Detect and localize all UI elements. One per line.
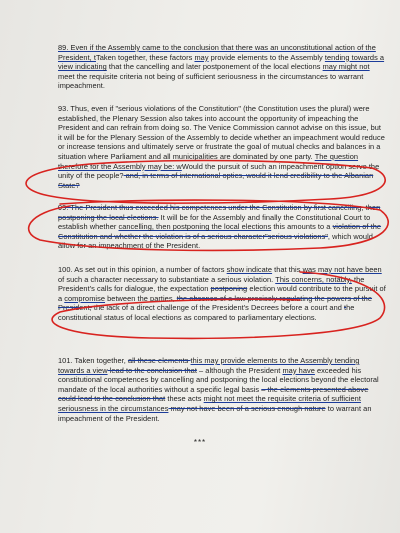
body-text: to warrant an impeachment of the President.: [58, 403, 372, 423]
body-text: these acts: [165, 394, 204, 404]
body-text: between the parties,: [105, 293, 177, 303]
inserted-text: might not meet the requisite criteria of sufficient seriousness in the circumstances: [58, 394, 361, 413]
inserted-text: 89.: [58, 43, 71, 52]
body-text: – although the President: [196, 365, 283, 375]
inserted-text: compromise: [64, 293, 106, 303]
body-text: 101. Taken together,: [58, 356, 128, 365]
body-text: 100. As set out in this opinion, a number of factors: [58, 265, 227, 274]
deleted-text: all these elements: [127, 356, 191, 365]
body-text: meet the requisite criteria not being of sufficient seriousness in the circumstances to warrant impeachment.: [58, 71, 364, 91]
paragraph-text: [58, 104, 386, 190]
body-text: 93. Thus, even if "serious violations of the Constitution" (the Constitution uses the plural) were established, the Plenary Session also takes into account the opportunity of impeaching the President and can refrain from doing so. The Venice Commission cannot advise on this issue, but it will be for the Plenary Session of the Assembly to decide whether an impeachment would reduce or increase tensions and ultimately serve or frustrate the goal of mutual checks and balances in a situation where Parliament and all municipalities are dominated by one party.: [58, 104, 385, 161]
deleted-text: may not have been of a serious enough nature: [168, 403, 326, 413]
paragraph-93: [58, 104, 386, 190]
body-text: the President's calls for dialogue, the expectation: [58, 274, 365, 294]
deleted-text: lead to the conclusion that: [107, 365, 197, 375]
end-marker: ***: [193, 438, 207, 447]
paragraph-99: [58, 203, 386, 251]
paragraph-text: [58, 203, 386, 251]
deleted-text: 99. The President thus exceeded his competences under the Constitution by first cancelling, then postponing the local elections.: [58, 203, 381, 222]
deleted-text: t: [344, 303, 347, 313]
inserted-text: may: [194, 52, 209, 62]
body-text: of such a character necessary to substantiate a serious violation.: [58, 274, 276, 284]
inserted-text: was may not have been: [302, 265, 382, 274]
paragraph-text: [58, 43, 386, 91]
deleted-text: violation of the Constitution and whether the violation is of a serious character"serious violations": [58, 222, 382, 241]
paragraph-89: [58, 43, 386, 91]
body-text: Would the pursuit of such an impeachment option serve the unity of the people?: [58, 161, 380, 181]
inserted-text: Even if the Assembly came to the conclusion that there was an unconstitutional action of the President, t: [58, 43, 376, 62]
body-text: this amounts to a: [271, 222, 333, 232]
body-text: the lack of a direct challenge of the President's Decrees before a court and: [91, 303, 344, 313]
deleted-text: the absence of a law precisely regulating the powers of the President,: [58, 293, 373, 313]
body-text: It will be for the Assembly and finally the Constitutional Court to establish whether: [58, 212, 371, 232]
inserted-text: this may provide elements to the Assembly tending towards a view: [58, 356, 360, 375]
inserted-text: cancelling, then postponing the local elections: [118, 222, 272, 232]
body-text: provide elements to the Assembly: [208, 52, 325, 62]
paragraph-100: [58, 265, 386, 323]
body-text: election would contribute to the pursuit of a: [58, 284, 386, 303]
inserted-text: The question therefore for the Assembly may be: w: [58, 151, 359, 171]
inserted-text: This concerns, notably,: [275, 274, 352, 284]
body-text: that the cancelling and later postponement of the local elections: [106, 62, 323, 72]
deleted-text: and, in terms of international optics, would it lend credibility to the Albanian State?: [58, 171, 374, 190]
deleted-text: – the elements presented above could lead to the conclusion that: [58, 384, 369, 404]
inserted-text: may might not: [322, 62, 370, 72]
body-text: , which would allow for an impeachment of the President.: [58, 231, 373, 251]
deleted-text: postponing: [210, 284, 248, 294]
inserted-text: may have: [282, 365, 315, 375]
paragraph-101: [58, 356, 386, 423]
inserted-text: show indicate: [226, 265, 273, 274]
body-text: that this: [272, 265, 303, 274]
body-text: Taken together, these factors: [95, 52, 195, 62]
paragraph-text: [58, 356, 386, 423]
inserted-text: tending towards a view indicating: [58, 52, 385, 72]
paragraph-text: [58, 265, 386, 323]
body-text: he constitutional status of local elections as compared to parliamentary elections.: [58, 303, 355, 322]
body-text: exceeded his constitutional competences by cancelling and postponing the local elections beyond the electoral mandate of the local authorities without a specific legal basis: [58, 365, 379, 394]
